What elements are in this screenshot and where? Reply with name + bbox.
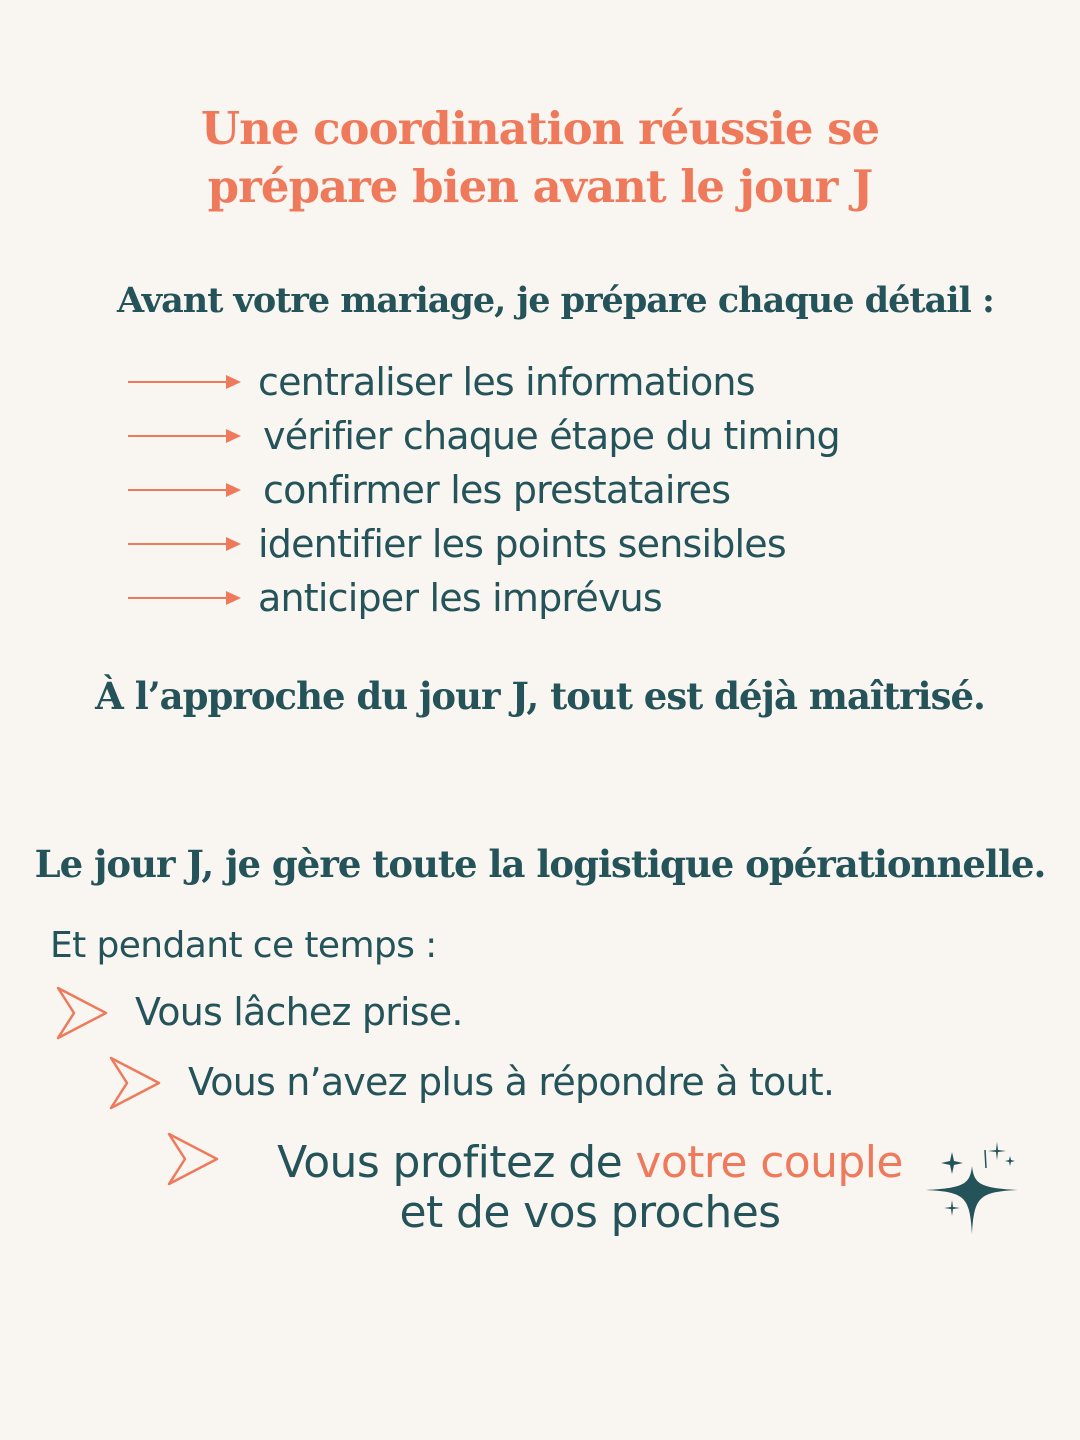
benefit-item: Vous n’avez plus à répondre à tout. <box>188 1060 835 1104</box>
list-item-label: identifier les points sensibles <box>258 522 786 566</box>
list-item <box>128 412 840 460</box>
list-item <box>128 520 786 568</box>
list-item-label: vérifier chaque étape du timing <box>263 414 840 458</box>
arrow-right-icon <box>128 372 242 392</box>
list-item-label: centraliser les informations <box>258 360 755 404</box>
final-benefit-prefix: Vous profitez de <box>277 1137 636 1188</box>
list-item <box>128 574 662 622</box>
chevron-triangle-icon <box>54 984 110 1042</box>
intro-heading: Avant votre mariage, je prépare chaque détail : <box>117 280 994 321</box>
mastered-statement: À l’approche du jour J, tout est déjà maîtrisé. <box>95 674 985 718</box>
chevron-triangle-icon <box>107 1054 163 1112</box>
arrow-right-icon <box>128 534 242 554</box>
chevron-triangle-icon <box>165 1130 221 1188</box>
page-title-line-1: Une coordination réussie se <box>200 102 880 155</box>
list-item <box>128 466 730 514</box>
day-of-heading: Le jour J, je gère toute la logistique opérationnelle. <box>34 842 1046 886</box>
final-benefit-line-2: et de vos proches <box>399 1187 781 1238</box>
benefit-item: Vous lâchez prise. <box>135 990 463 1034</box>
arrow-right-icon <box>128 588 242 608</box>
final-benefit-highlight: votre couple <box>635 1137 903 1188</box>
list-item <box>128 358 755 406</box>
meanwhile-label: Et pendant ce temps : <box>50 925 437 966</box>
page-title-line-2: prépare bien avant le jour J <box>207 160 873 213</box>
sparkle-stars-icon <box>920 1140 1020 1236</box>
list-item-label: confirmer les prestataires <box>263 468 731 512</box>
arrow-right-icon <box>128 480 242 500</box>
final-benefit-line-1 <box>230 1138 950 1188</box>
arrow-right-icon <box>128 426 242 446</box>
list-item-label: anticiper les imprévus <box>258 576 662 620</box>
